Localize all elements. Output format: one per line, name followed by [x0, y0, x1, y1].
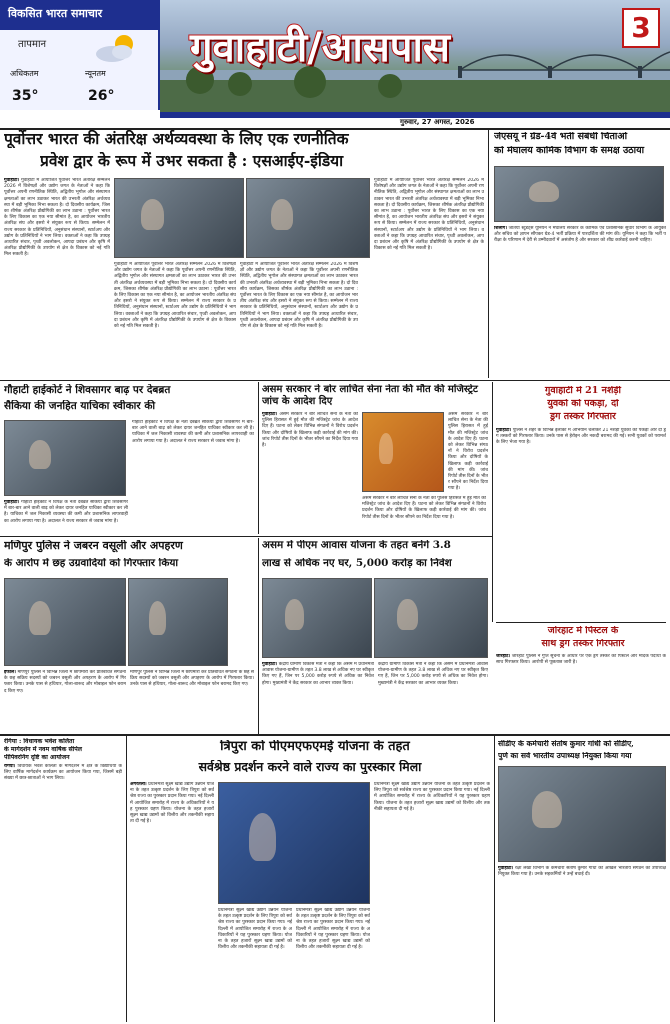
dateline: शिलांग।	[494, 226, 507, 231]
photo	[128, 578, 228, 666]
body-text: गौहाटी हाईकोर्ट ने विपक्ष के नेता देबब्रत सैकिया द्वारा शिवसागर में बार-बार आने वाली बाढ़ को लेकर दायर जनहित याचिका स्वीकार कर ली है। याचिका में जल निकासी व्यवस्था की कमी और प्रशासनिक लापरवाही का आरोप लगाया गया है। अदालत ने राज्य सरकार से जवाब मांगा है।	[4, 500, 128, 524]
min-temp: 26°	[88, 88, 115, 104]
body-text: केंद्रीय ग्रामीण विकास मंत्री ने कहा कि असम में प्रधानमंत्री आवास योजना-ग्रामीण के तहत 3.8 लाख से अधिक नए घर स्वीकृत किए गए हैं, जिन पर 5,000 करोड़ रुपये से अधिक का निवेश होगा। मुख्यमंत्री ने केंद्र सरकार का आभार व्यक्त किया।	[262, 662, 374, 686]
brand-label: विकसित भारत समाचार	[0, 0, 160, 30]
photo	[498, 766, 666, 862]
body-text: रक्षा लेखा विभाग के कर्मचारी संतोष कुमार गांधी को अखिल भारतीय संगठन का उपाध्यक्ष नियुक्त किया गया है। उनके सहकर्मियों ने उन्हें बधाई दी।	[498, 866, 666, 878]
body-text: केंद्रीय ग्रामीण विकास मंत्री ने कहा कि असम में प्रधानमंत्री आवास योजना-ग्रामीण के तहत 3.8 लाख से अधिक नए घर स्वीकृत किए गए हैं, जिन पर 5,000 करोड़ रुपये से अधिक का निवेश होगा। मुख्यमंत्री ने केंद्र सरकार का आभार व्यक्त किया।	[378, 662, 488, 686]
min-temp-label: न्यूनतम	[85, 69, 106, 78]
headline: के आरोप में छह उग्रवादियों को गिरफ्तार किया	[4, 558, 179, 569]
photo	[246, 178, 370, 258]
body-text: गुवाहाटी में आयोजित पूर्वोत्तर भारत अंतरिक्ष सम्मेलन 2026 में विशेषज्ञों और उद्योग जगत के नेताओं ने कहा कि पूर्वोत्तर अपनी रणनीतिक स्थिति, अद्वितीय भूगोल और संस्थागत क्षमताओं का लाभ उठाकर भारत की उभरती अंतरिक्ष अर्थव्यवस्था में बड़ी भूमिका निभा सकता है। दो दिवसीय कार्यक्रम, जिसका शीर्षक अंतरिक्ष प्रौद्योगिकी का लाभ उठाना : पूर्वोत्तर भारत के लिए विकास का एक नया सीमांत है, का आयोजन भारतीय अंतरिक्ष संघ और इसरो ने संयुक्त रूप से किया। सम्मेलन में राज्य सरकार के प्रतिनिधियों, अनुसंधान संस्थानों, स्टार्टअप और उद्योग के प्रतिनिधियों ने भाग लिया। वक्ताओं ने कहा कि उपग्रह आधारित संचार, पृथ्वी अवलोकन, आपदा प्रबंधन और कृषि में अंतरिक्ष प्रौद्योगिकी के उपयोग से क्षेत्र के विकास को नई गति मिल सकती है।	[4, 178, 110, 258]
body-text: असम सरकार ने बोर लाचित सेना के नेता की पुलिस हिरासत में हुई मौत की मजिस्ट्रेट जांच के आदेश दिए हैं। घटना को लेकर विभिन्न संगठनों ने विरोध प्रदर्शन किया और दोषियों के खिलाफ कड़ी कार्रवाई की मांग की। जांच रिपोर्ट तीस दिनों के भीतर सौंपने का निर्देश दिया गया है।	[362, 496, 486, 520]
body-text: मणिपुर पुलिस ने विभिन्न जिलों में छापेमारी कर प्रतिबंधित संगठनों के छह सक्रिय सदस्यों को जबरन वसूली और अपहरण के आरोप में गिरफ्तार किया। उनके पास से हथियार, गोला-बारूद और मोबाइल फोन बरामद किए गए।	[130, 670, 254, 688]
headline: जोरहाट में पिस्टल के	[547, 626, 619, 636]
article-body	[240, 262, 358, 374]
dateline: जोरहाट।	[496, 654, 511, 659]
article-body	[362, 496, 486, 532]
dateline: गुवाहाटी।	[4, 500, 20, 505]
divider	[0, 380, 670, 381]
photo	[362, 412, 444, 492]
headline: सीडीए के कर्मचारी संतोष कुमार गांधी को सीडीए,	[498, 740, 634, 748]
photo	[374, 578, 488, 658]
divider	[0, 734, 670, 736]
body-text: पुलिस ने शहर के विभिन्न इलाकों में अभियान चलाकर 21 नशेड़ी युवकों को पकड़ा और दो ड्रग तस्करों को गिरफ्तार किया। उनके पास से हेरोइन और नकदी बरामद की गई। सभी युवकों को परामर्श के लिए भेजा गया है।	[496, 428, 666, 446]
headline: मणिपुर पुलिस ने जबरन वसूली और अपहरण	[4, 540, 183, 552]
photo	[114, 178, 244, 258]
article-body	[4, 764, 122, 1020]
headline: रंगिया : विधायक भवेश कलिता	[4, 738, 75, 745]
weather-title: तापमान	[18, 39, 47, 50]
dateline: गुवाहाटी।	[262, 662, 278, 667]
article-body	[4, 178, 110, 374]
article-body	[130, 782, 214, 1018]
body-text: गुवाहाटी में आयोजित पूर्वोत्तर भारत अंतरिक्ष सम्मेलन 2026 में विशेषज्ञों और उद्योग जगत के नेताओं ने कहा कि पूर्वोत्तर अपनी रणनीतिक स्थिति, अद्वितीय भूगोल और संस्थागत क्षमताओं का लाभ उठाकर भारत की उभरती अंतरिक्ष अर्थव्यवस्था में बड़ी भूमिका निभा सकता है। दो दिवसीय कार्यक्रम, जिसका शीर्षक अंतरिक्ष प्रौद्योगिकी का लाभ उठाना : पूर्वोत्तर भारत के लिए विकास का एक नया सीमांत है, का आयोजन भारतीय अंतरिक्ष संघ और इसरो ने संयुक्त रूप से किया। सम्मेलन में राज्य सरकार के प्रतिनिधियों, अनुसंधान संस्थानों, स्टार्टअप और उद्योग के प्रतिनिधियों ने भाग लिया। वक्ताओं ने कहा कि उपग्रह आधारित संचार, पृथ्वी अवलोकन, आपदा प्रबंधन और कृषि में अंतरिक्ष प्रौद्योगिकी के उपयोग से क्षेत्र के विकास को नई गति मिल सकती है।	[114, 262, 236, 330]
article-body	[374, 178, 484, 374]
photo	[4, 578, 126, 666]
column-divider	[126, 736, 127, 1022]
article-body	[4, 670, 126, 730]
headline: असम में पीएम आवास योजना के तहत बनेंगे 3.8	[262, 540, 451, 551]
column-divider	[258, 382, 259, 534]
headline: गुवाहाटी में 21 नशेड़ी	[545, 386, 621, 396]
body-text: असम सरकार ने बोर लाचित सेना के नेता की पुलिस हिरासत में हुई मौत की मजिस्ट्रेट जांच के आदेश दिए हैं। घटना को लेकर विभिन्न संगठनों ने विरोध प्रदर्शन किया और दोषियों के खिलाफ कड़ी कार्रवाई की मांग की। जांच रिपोर्ट तीस दिनों के भीतर सौंपने का निर्देश दिया गया है।	[448, 412, 488, 492]
article-body	[448, 412, 488, 492]
headline: पीपिवरनिंग दृष्टि का आयोजन	[4, 754, 70, 761]
column-divider	[492, 382, 493, 622]
headline: सैकिया की जनहित याचिका स्वीकार की	[4, 400, 156, 412]
article-body	[262, 662, 374, 732]
body-text: प्रधानमंत्री सूक्ष्म खाद्य उद्योग उन्नयन योजना के तहत उत्कृष्ट प्रदर्शन के लिए त्रिपुरा को सर्वश्रेष्ठ राज्य का पुरस्कार प्रदान किया गया। नई दिल्ली में आयोजित समारोह में राज्य के अधिकारियों ने यह पुरस्कार ग्रहण किया। योजना के तहत हजारों सूक्ष्म खाद्य उद्यमों को वित्तीय और तकनीकी सहायता दी गई है।	[296, 908, 370, 951]
weather-box	[0, 30, 160, 110]
headline: त्रिपुरा को पीएमएफएमई योजना के तहत	[220, 740, 410, 754]
article-body	[218, 908, 292, 1018]
article-body	[4, 500, 128, 532]
dateline: गुवाहाटी।	[498, 866, 514, 871]
headline: के मार्गदर्शन में नवम वार्षिक सीपेल	[4, 746, 82, 753]
body-text: प्रधानमंत्री सूक्ष्म खाद्य उद्योग उन्नयन योजना के तहत उत्कृष्ट प्रदर्शन के लिए त्रिपुरा को सर्वश्रेष्ठ राज्य का पुरस्कार प्रदान किया गया। नई दिल्ली में आयोजित समारोह में राज्य के अधिकारियों ने यह पुरस्कार ग्रहण किया। योजना के तहत हजारों सूक्ष्म खाद्य उद्यमों को वित्तीय और तकनीकी सहायता दी गई है।	[374, 782, 490, 812]
photo	[218, 782, 370, 904]
sun-cloud-icon	[92, 30, 144, 66]
body-text: गुवाहाटी में आयोजित पूर्वोत्तर भारत अंतरिक्ष सम्मेलन 2026 में विशेषज्ञों और उद्योग जगत के नेताओं ने कहा कि पूर्वोत्तर अपनी रणनीतिक स्थिति, अद्वितीय भूगोल और संस्थागत क्षमताओं का लाभ उठाकर भारत की उभरती अंतरिक्ष अर्थव्यवस्था में बड़ी भूमिका निभा सकता है। दो दिवसीय कार्यक्रम, जिसका शीर्षक अंतरिक्ष प्रौद्योगिकी का लाभ उठाना : पूर्वोत्तर भारत के लिए विकास का एक नया सीमांत है, का आयोजन भारतीय अंतरिक्ष संघ और इसरो ने संयुक्त रूप से किया। सम्मेलन में राज्य सरकार के प्रतिनिधियों, अनुसंधान संस्थानों, स्टार्टअप और उद्योग के प्रतिनिधियों ने भाग लिया। वक्ताओं ने कहा कि उपग्रह आधारित संचार, पृथ्वी अवलोकन, आपदा प्रबंधन और कृषि में अंतरिक्ष प्रौद्योगिकी के उपयोग से क्षेत्र के विकास को नई गति मिल सकती है।	[374, 178, 484, 252]
headline: युवकों को पकड़ा, दो	[547, 399, 619, 409]
body-text: जैंतिया स्टूडेंट्स यूनियन ने मेघालय सरकार के कार्मिक एवं प्रशासनिक सुधार विभाग के आयुक्त और सचिव को ज्ञापन सौंपकर ग्रेड-4 भर्ती प्रक्रिया में पारदर्शिता की मांग की। यूनियन ने कहा कि भर्ती परीक्षा के परिणाम में देरी से उम्मीदवारों में असंतोष है और सरकार को शीघ्र कार्रवाई करनी चाहिए।	[494, 226, 666, 244]
headline: सर्वश्रेष्ठ प्रदर्शन करने वाले राज्य का पुरस्कार मिला	[198, 760, 422, 774]
headline: गौहाटी हाईकोर्ट ने शिवसागर बाढ़ पर देबब्रत	[4, 384, 171, 396]
headline: साथ ड्रग तस्कर गिरफ्तार	[541, 639, 625, 649]
column-divider	[258, 538, 259, 734]
dateline: गुवाहाटी।	[496, 428, 512, 433]
body-text: असम सरकार ने बोर लाचित सेना के नेता की पुलिस हिरासत में हुई मौत की मजिस्ट्रेट जांच के आदेश दिए हैं। घटना को लेकर विभिन्न संगठनों ने विरोध प्रदर्शन किया और दोषियों के खिलाफ कड़ी कार्रवाई की मांग की। जांच रिपोर्ट तीस दिनों के भीतर सौंपने का निर्देश दिया गया है।	[262, 412, 358, 449]
photo	[4, 420, 126, 496]
article-body	[496, 654, 666, 734]
photo	[262, 578, 372, 658]
masthead	[0, 0, 670, 126]
article-body	[496, 428, 666, 620]
dateline: इंफाल।	[4, 670, 16, 675]
banner-image	[160, 0, 670, 112]
body-text: गुवाहाटी में आयोजित पूर्वोत्तर भारत अंतरिक्ष सम्मेलन 2026 में विशेषज्ञों और उद्योग जगत के नेताओं ने कहा कि पूर्वोत्तर अपनी रणनीतिक स्थिति, अद्वितीय भूगोल और संस्थागत क्षमताओं का लाभ उठाकर भारत की उभरती अंतरिक्ष अर्थव्यवस्था में बड़ी भूमिका निभा सकता है। दो दिवसीय कार्यक्रम, जिसका शीर्षक अंतरिक्ष प्रौद्योगिकी का लाभ उठाना : पूर्वोत्तर भारत के लिए विकास का एक नया सीमांत है, का आयोजन भारतीय अंतरिक्ष संघ और इसरो ने संयुक्त रूप से किया। सम्मेलन में राज्य सरकार के प्रतिनिधियों, अनुसंधान संस्थानों, स्टार्टअप और उद्योग के प्रतिनिधियों ने भाग लिया। वक्ताओं ने कहा कि उपग्रह आधारित संचार, पृथ्वी अवलोकन, आपदा प्रबंधन और कृषि में अंतरिक्ष प्रौद्योगिकी के उपयोग से क्षेत्र के विकास को नई गति मिल सकती है।	[240, 262, 358, 330]
body-text: जोरहाट पुलिस ने गुप्त सूचना के आधार पर एक ड्रग तस्कर को पिस्टल और मादक पदार्थों के साथ गिरफ्तार किया। आरोपी से पूछताछ जारी है।	[496, 654, 666, 666]
headline: जेएसयू ने ग्रेड-4वें भर्ती संबंधी चिंताओं	[494, 132, 628, 142]
body-text: प्रधानमंत्री सूक्ष्म खाद्य उद्योग उन्नयन योजना के तहत उत्कृष्ट प्रदर्शन के लिए त्रिपुरा को सर्वश्रेष्ठ राज्य का पुरस्कार प्रदान किया गया। नई दिल्ली में आयोजित समारोह में राज्य के अधिकारियों ने यह पुरस्कार ग्रहण किया। योजना के तहत हजारों सूक्ष्म खाद्य उद्यमों को वित्तीय और तकनीकी सहायता दी गई है।	[130, 782, 214, 825]
headline: प्रवेश द्वार के रूप में उभर सकता है : एसआईए-इंडिया	[40, 152, 344, 170]
body-text: विधायक भवेश कलिता के मार्गदर्शन में क्षेत्र के विद्यार्थियों के लिए वार्षिक मार्गदर्शन कार्यक्रम का आयोजन किया गया, जिसमें बड़ी संख्या में छात्र-छात्राओं ने भाग लिया।	[4, 764, 122, 782]
column-divider	[494, 736, 495, 1022]
dateline: अगरतला।	[130, 782, 147, 787]
headline: लाख से अधिक नए घर, 5,000 करोड़ का निवेश	[262, 558, 452, 569]
divider	[496, 622, 666, 623]
body-text: गौहाटी हाईकोर्ट ने विपक्ष के नेता देबब्रत सैकिया द्वारा शिवसागर में बार-बार आने वाली बाढ़ को लेकर दायर जनहित याचिका स्वीकार कर ली है। याचिका में जल निकासी व्यवस्था की कमी और प्रशासनिक लापरवाही का आरोप लगाया गया है। अदालत ने राज्य सरकार से जवाब मांगा है।	[132, 420, 254, 444]
dateline: गुवाहाटी।	[4, 178, 20, 183]
headline: पूर्वोत्तर भारत की अंतरिक्ष अर्थव्यवस्था के लिए एक रणनीतिक	[4, 130, 349, 148]
article-body	[374, 782, 490, 1018]
issue-date: गुरुवार, 27 अगस्त, 2026	[400, 118, 475, 126]
article-body	[130, 670, 254, 730]
page-number: 3	[622, 8, 660, 48]
article-body	[132, 420, 254, 532]
article-body	[296, 908, 370, 1018]
article-body	[378, 662, 488, 732]
page-title: गुवाहाटी/आसपास	[190, 25, 450, 71]
headline: को मेघालय कार्मिक विभाग के समक्ष उठाया	[494, 146, 645, 156]
headline: पुणे का सर्व भारतीय उपाध्यक्ष नियुक्त किया गया	[498, 752, 632, 760]
article-body	[262, 412, 358, 532]
dateline: रंगिया।	[4, 764, 16, 769]
headline: असम सरकार ने बोर लाचित सेना नेता की मौत की मजिस्ट्रेट जांच के आदेश दिए	[262, 384, 478, 407]
max-temp: 35°	[12, 88, 39, 104]
article-body	[114, 262, 236, 374]
column-divider	[488, 130, 489, 378]
photo	[494, 166, 664, 222]
max-temp-label: अधिकतम	[10, 69, 39, 78]
body-text: मणिपुर पुलिस ने विभिन्न जिलों में छापेमारी कर प्रतिबंधित संगठनों के छह सक्रिय सदस्यों को जबरन वसूली और अपहरण के आरोप में गिरफ्तार किया। उनके पास से हथियार, गोला-बारूद और मोबाइल फोन बरामद किए गए।	[4, 670, 126, 694]
article-body	[494, 226, 666, 376]
dateline: गुवाहाटी।	[262, 412, 278, 417]
headline: ड्रग तस्कर गिरफ्तार	[550, 412, 616, 422]
divider	[0, 536, 492, 537]
article-body	[498, 866, 666, 1018]
body-text: प्रधानमंत्री सूक्ष्म खाद्य उद्योग उन्नयन योजना के तहत उत्कृष्ट प्रदर्शन के लिए त्रिपुरा को सर्वश्रेष्ठ राज्य का पुरस्कार प्रदान किया गया। नई दिल्ली में आयोजित समारोह में राज्य के अधिकारियों ने यह पुरस्कार ग्रहण किया। योजना के तहत हजारों सूक्ष्म खाद्य उद्यमों को वित्तीय और तकनीकी सहायता दी गई है।	[218, 908, 292, 951]
